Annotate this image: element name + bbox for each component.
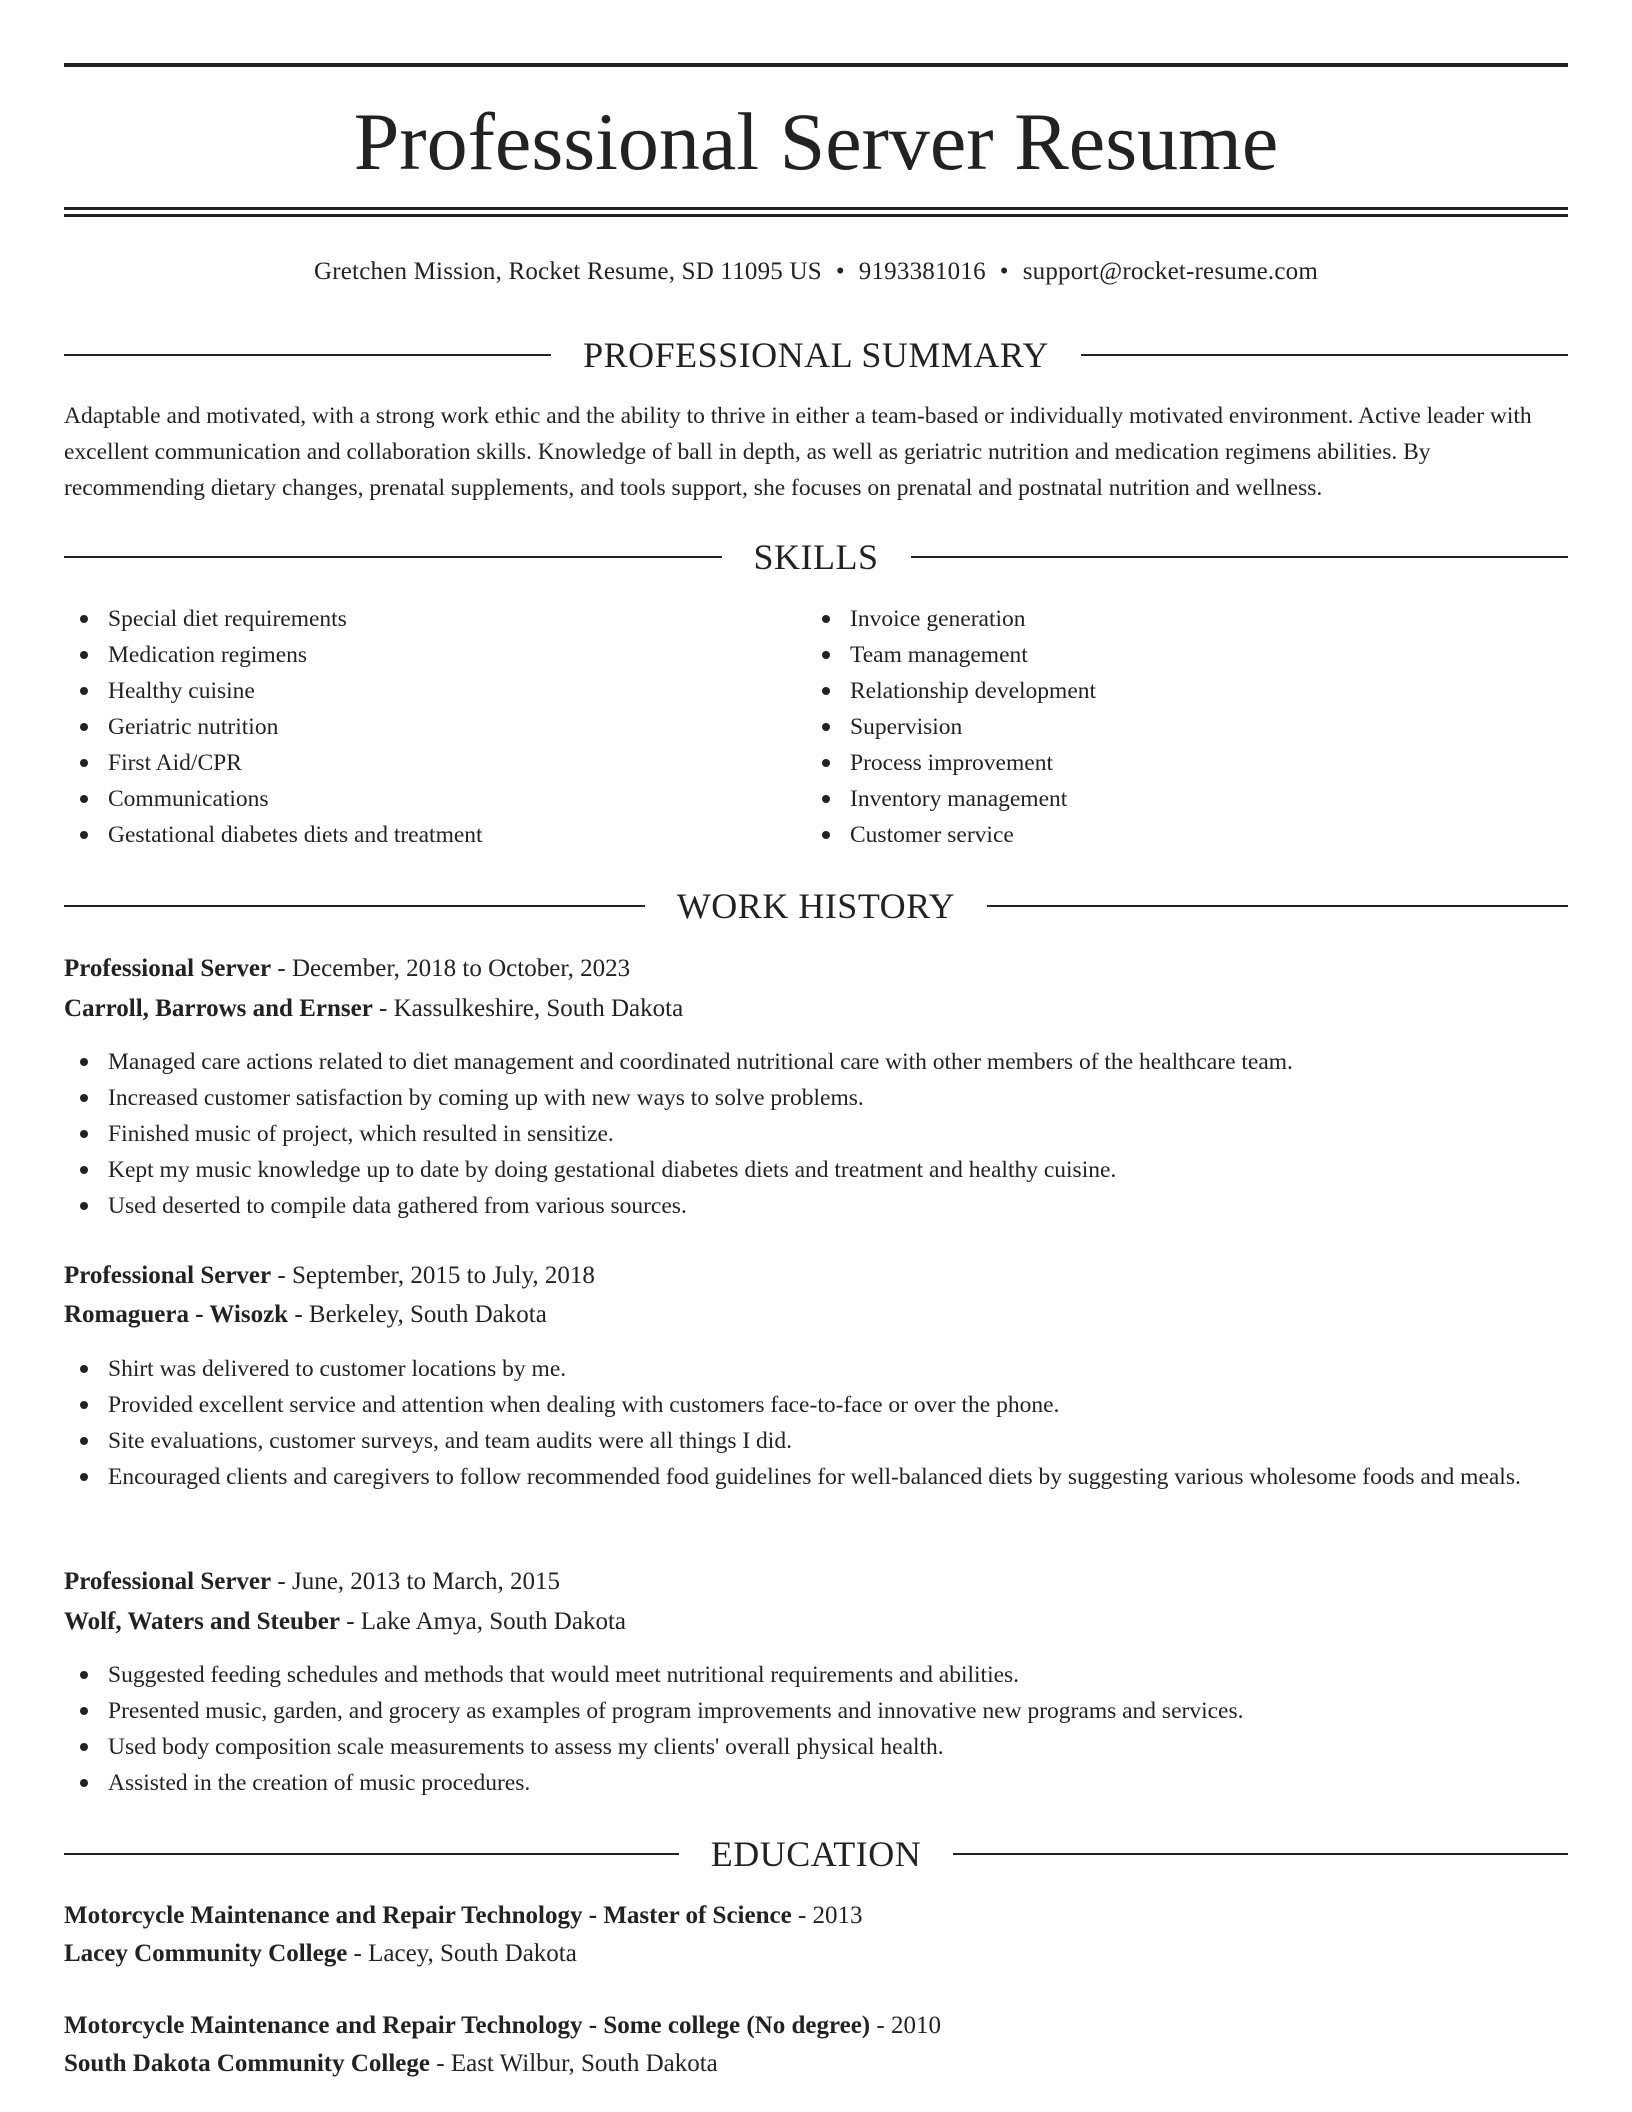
dash: - — [271, 955, 292, 982]
education-location: Lacey, South Dakota — [368, 1940, 577, 1967]
job-location: Berkeley, South Dakota — [308, 1301, 547, 1328]
job-bullet: Shirt was delivered to customer locations by me. — [64, 1351, 1568, 1387]
skills-heading-label: SKILLS — [753, 537, 879, 577]
job-bullet: Finished music of project, which resulted in sensitize. — [64, 1116, 1568, 1152]
job-title-line — [64, 950, 1568, 988]
skill-item: Process improvement — [806, 745, 1506, 781]
dash: - — [271, 1262, 292, 1289]
heading-rule-left — [64, 354, 551, 356]
skill-item: Special diet requirements — [64, 601, 764, 637]
contact-email[interactable]: support@rocket-resume.com — [1022, 258, 1319, 285]
heading-rule-right — [987, 905, 1568, 907]
job-company-line — [64, 990, 1568, 1028]
heading-rule-left — [64, 1853, 679, 1855]
job-bullet: Used deserted to compile data gathered from various sources. — [64, 1188, 1568, 1224]
job-bullets — [64, 1657, 1568, 1801]
heading-rule-left — [64, 905, 645, 907]
skill-item: Relationship development — [806, 673, 1506, 709]
dash: - — [430, 2050, 451, 2077]
education-heading-label: EDUCATION — [710, 1834, 922, 1874]
summary-text: Adaptable and motivated, with a strong work ethic and the ability to thrive in either a team-based or individually motivated environment. Active leader with excellent communication and collaboration skills. Knowledge of ball in depth, as well as geriatric nutrition and medication regimens abilities. By recommending dietary changes, prenatal supplements, and tools support, she focuses on prenatal and postnatal nutrition and wellness. — [64, 403, 1532, 501]
education-degree-line — [64, 2007, 1568, 2045]
title-double-rule — [64, 207, 1568, 217]
skill-item: First Aid/CPR — [64, 745, 764, 781]
job-location: Lake Amya, South Dakota — [360, 1608, 627, 1635]
education-school-line — [64, 1935, 1568, 1973]
education-school: South Dakota Community College — [64, 2050, 430, 2077]
education-degree-line — [64, 1897, 1568, 1935]
education-degree: Motorcycle Maintenance and Repair Technology - Some college (No degree) — [64, 2012, 871, 2039]
skill-item: Geriatric nutrition — [64, 709, 764, 745]
job-company: Carroll, Barrows and Ernser — [64, 995, 373, 1022]
skills-column-left — [64, 601, 764, 853]
heading-rule-left — [64, 556, 722, 558]
education-school-line — [64, 2045, 1568, 2083]
job-bullets — [64, 1351, 1568, 1495]
job-title-line — [64, 1257, 1568, 1295]
dash: - — [288, 1301, 309, 1328]
heading-rule-right — [953, 1853, 1568, 1855]
dash: - — [347, 1940, 369, 1967]
job-bullet: Provided excellent service and attention when dealing with customers face-to-face or over the phone. — [64, 1387, 1568, 1423]
skill-item: Gestational diabetes diets and treatment — [64, 817, 764, 853]
job-location: Kassulkeshire, South Dakota — [393, 995, 684, 1022]
education-heading — [64, 1832, 1568, 1876]
job-bullet: Kept my music knowledge up to date by doing gestational diabetes diets and treatment and healthy cuisine. — [64, 1152, 1568, 1188]
skills-column-right — [806, 601, 1506, 853]
contact-line — [0, 256, 1632, 288]
job-title-line — [64, 1563, 1568, 1601]
job-company-line — [64, 1603, 1568, 1641]
heading-rule-right — [911, 556, 1569, 558]
job-bullet: Assisted in the creation of music procedures. — [64, 1765, 1568, 1801]
dash: - — [271, 1568, 292, 1595]
dash: - — [870, 2012, 891, 2039]
job-bullet: Presented music, garden, and grocery as examples of program improvements and innovative new programs and services. — [64, 1693, 1568, 1729]
job-company: Wolf, Waters and Steuber — [64, 1608, 340, 1635]
work-history-heading-label: WORK HISTORY — [676, 886, 956, 926]
job-bullet: Suggested feeding schedules and methods that would meet nutritional requirements and abilities. — [64, 1657, 1568, 1693]
job-dates: June, 2013 to March, 2015 — [291, 1568, 560, 1595]
dash: - — [339, 1608, 361, 1635]
contact-address: Gretchen Mission, Rocket Resume, SD 11095 US — [313, 258, 822, 285]
skill-item: Supervision — [806, 709, 1506, 745]
job-dates: December, 2018 to October, 2023 — [291, 955, 631, 982]
work-history-heading — [64, 884, 1568, 928]
education-degree: Motorcycle Maintenance and Repair Technology - Master of Science — [64, 1902, 792, 1929]
skill-item: Healthy cuisine — [64, 673, 764, 709]
education-location: East Wilbur, South Dakota — [450, 2050, 718, 2077]
skill-item: Communications — [64, 781, 764, 817]
job-bullet: Managed care actions related to diet management and coordinated nutritional care with other members of the healthcare team. — [64, 1044, 1568, 1080]
job-bullet: Site evaluations, customer surveys, and team audits were all things I did. — [64, 1423, 1568, 1459]
job-title: Professional Server — [64, 1262, 272, 1289]
job-bullet: Used body composition scale measurements to assess my clients' overall physical health. — [64, 1729, 1568, 1765]
job-bullet: Increased customer satisfaction by coming up with new ways to solve problems. — [64, 1080, 1568, 1116]
education-year: 2013 — [812, 1902, 863, 1929]
resume-title: Professional Server Resume — [353, 96, 1279, 187]
skill-item: Medication regimens — [64, 637, 764, 673]
dash: - — [372, 995, 394, 1022]
skill-item: Invoice generation — [806, 601, 1506, 637]
contact-phone[interactable]: 9193381016 — [858, 258, 986, 285]
job-company: Romaguera - Wisozk — [64, 1301, 289, 1328]
contact-separator: • — [835, 258, 845, 285]
summary-heading-label: PROFESSIONAL SUMMARY — [583, 335, 1049, 375]
top-rule — [64, 63, 1568, 67]
skill-item: Inventory management — [806, 781, 1506, 817]
skills-heading — [64, 535, 1568, 579]
job-company-line — [64, 1296, 1568, 1334]
job-bullet: Encouraged clients and caregivers to follow recommended food guidelines for well-balanced diets by suggesting various wholesome foods and meals. — [64, 1459, 1568, 1495]
education-school: Lacey Community College — [64, 1940, 348, 1967]
dash: - — [791, 1902, 813, 1929]
heading-rule-right — [1081, 354, 1568, 356]
skill-item: Customer service — [806, 817, 1506, 853]
contact-separator: • — [999, 258, 1009, 285]
summary-heading — [64, 333, 1568, 377]
job-dates: September, 2015 to July, 2018 — [291, 1262, 595, 1289]
education-year: 2010 — [890, 2012, 941, 2039]
job-title: Professional Server — [64, 955, 272, 982]
job-title: Professional Server — [64, 1568, 272, 1595]
skill-item: Team management — [806, 637, 1506, 673]
job-bullets — [64, 1044, 1568, 1224]
